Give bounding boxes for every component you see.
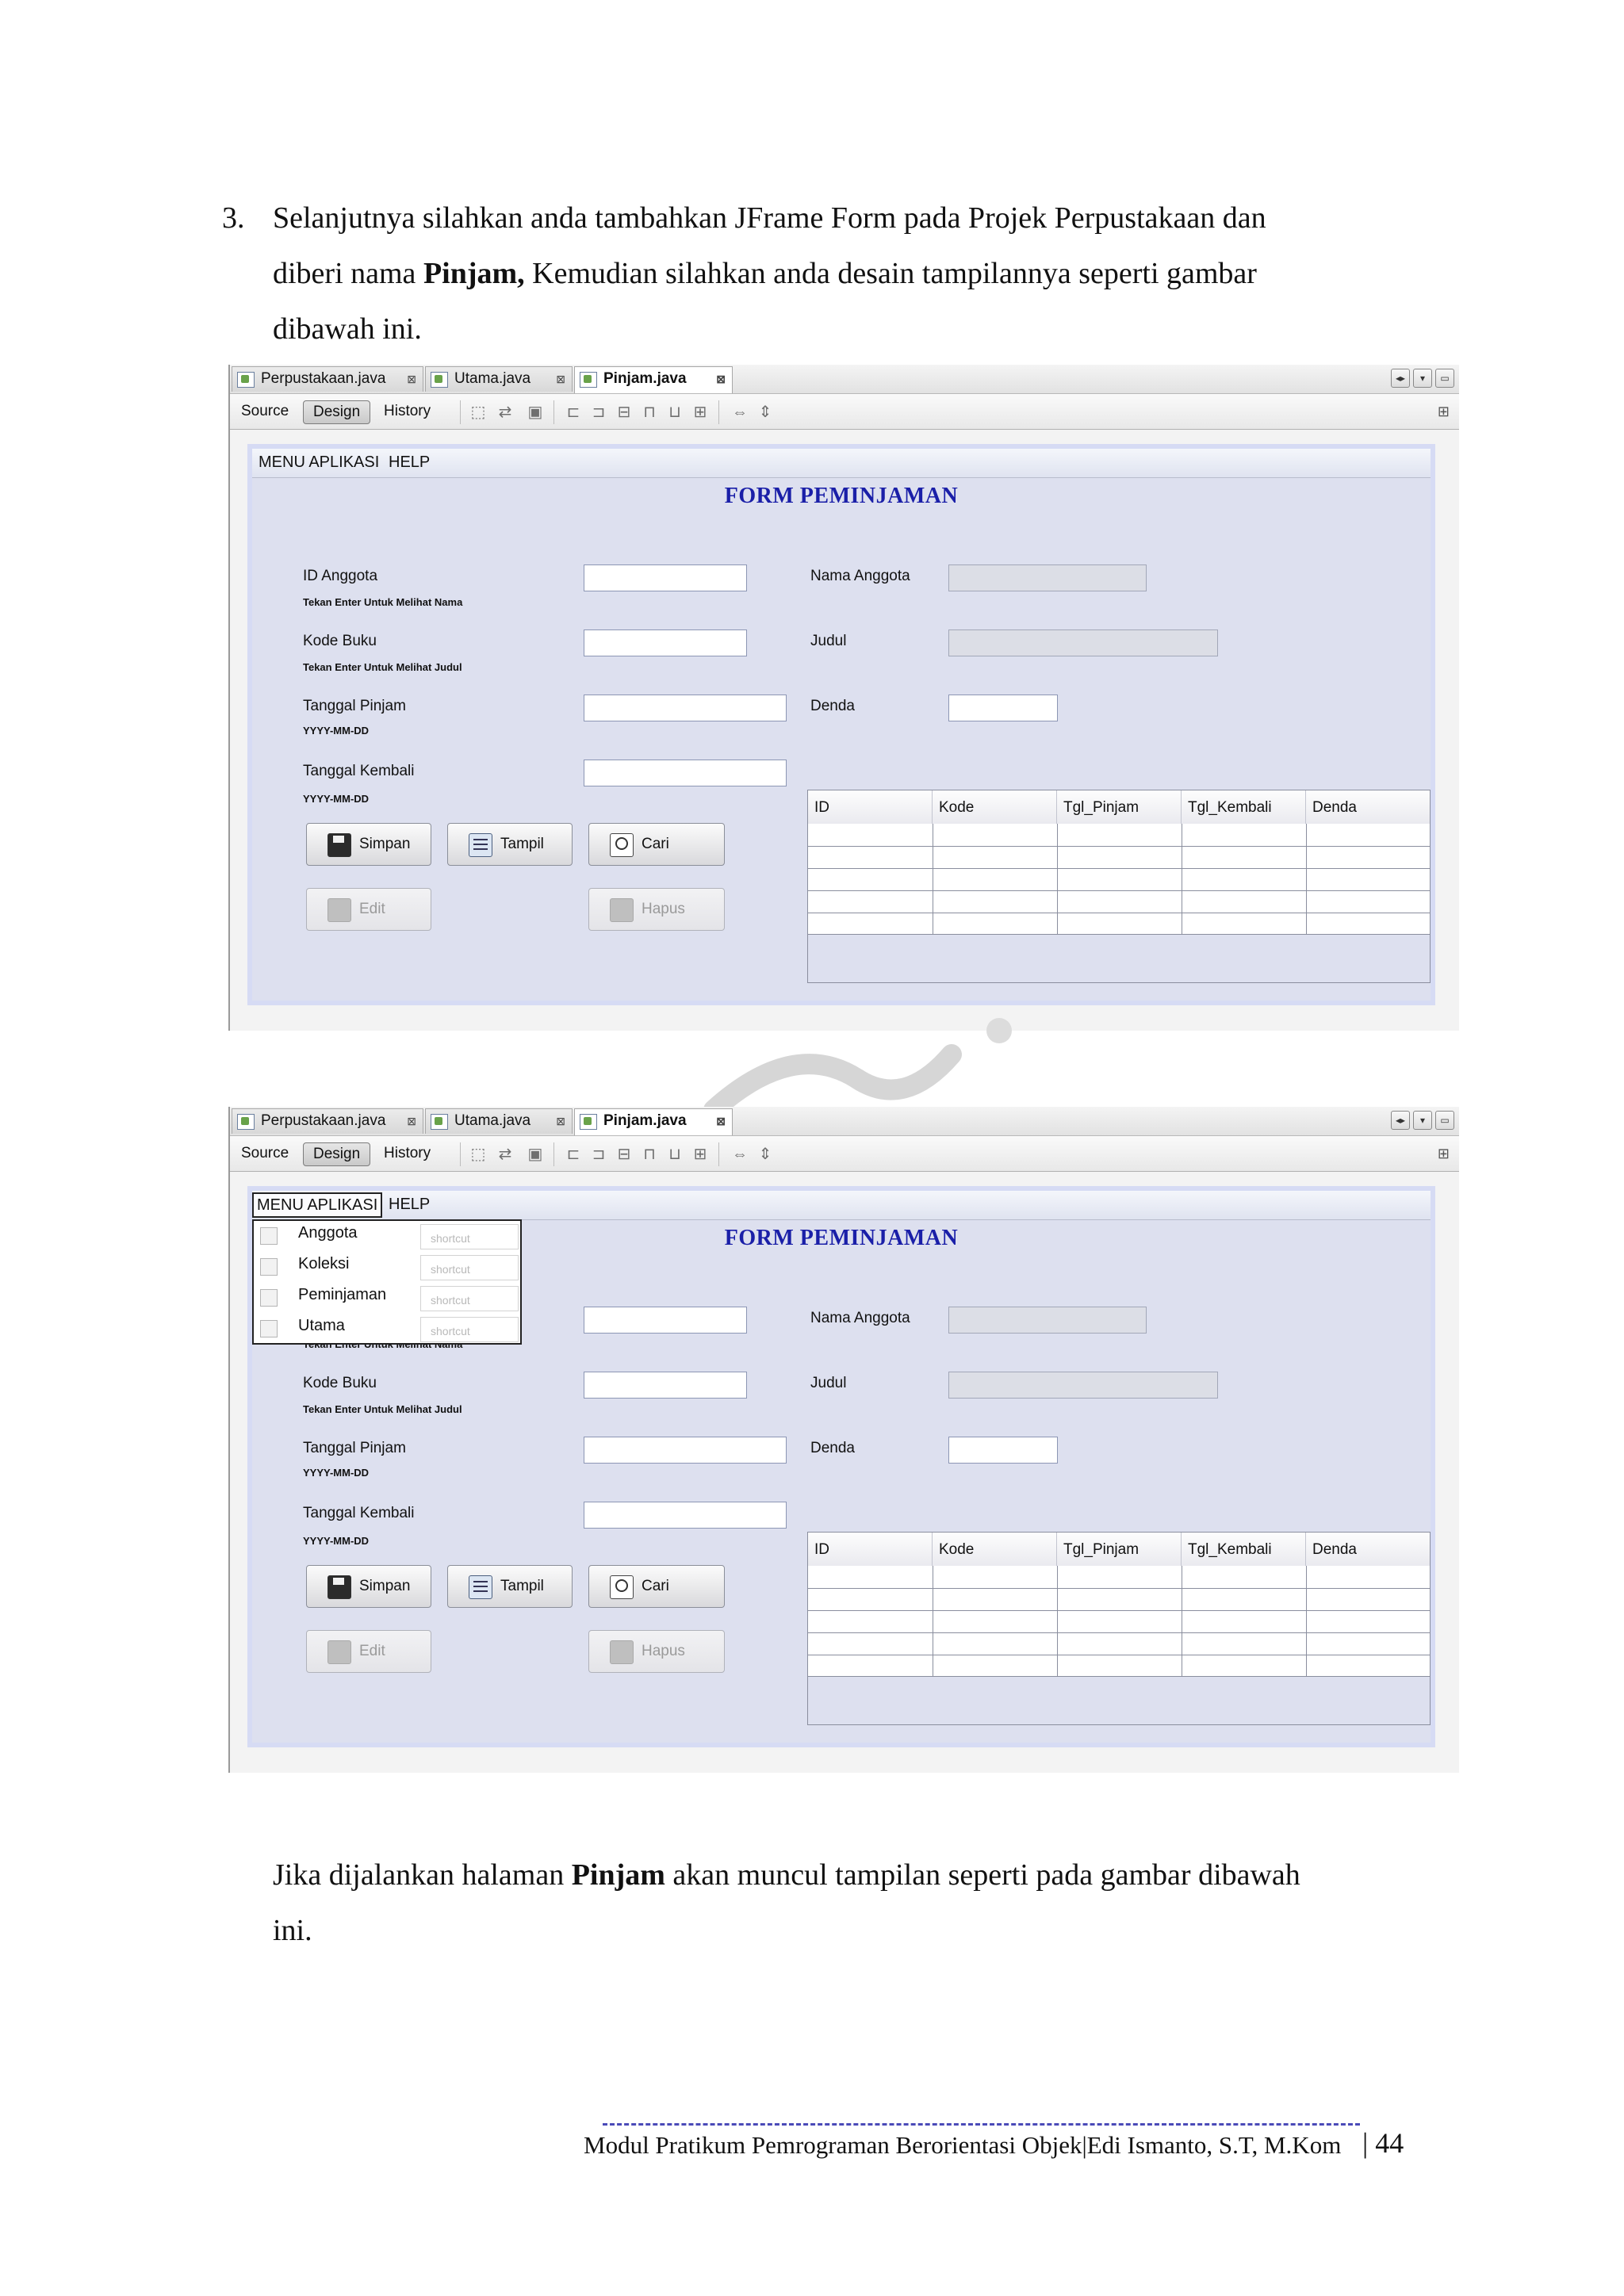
align-left-icon[interactable]: ⊏	[566, 404, 580, 421]
kode-buku-hint: Tekan Enter Untuk Melihat Judul	[303, 1403, 462, 1415]
connection-mode-icon[interactable]: ⇄	[498, 1146, 512, 1163]
page-number: | 44	[1362, 2127, 1404, 2159]
after-text-line2: ini.	[273, 1914, 312, 1947]
design-button[interactable]: Design	[303, 400, 370, 424]
grid-icon[interactable]: ⊞	[1437, 1146, 1450, 1161]
search-icon	[610, 1575, 634, 1599]
tanggal-kembali-label: Tanggal Kembali	[303, 1505, 415, 1521]
kode-buku-input[interactable]	[584, 1372, 747, 1399]
judul-label: Judul	[810, 633, 847, 649]
java-form-icon	[237, 1114, 255, 1130]
form-title: FORM PEMINJAMAN	[724, 484, 959, 508]
tab-utama[interactable]	[425, 1108, 573, 1134]
edit-label: Edit	[359, 901, 385, 917]
tanggal-kembali-format: YYYY-MM-DD	[303, 1535, 370, 1547]
edit-button[interactable]	[306, 888, 431, 931]
simpan-label: Simpan	[359, 836, 411, 852]
kode-buku-input[interactable]	[584, 629, 747, 656]
peminjaman-table[interactable]	[807, 790, 1431, 983]
toolbar-separator	[460, 1142, 461, 1166]
menu-aplikasi-dropdown	[252, 1219, 522, 1345]
kode-buku-hint: Tekan Enter Untuk Melihat Judul	[303, 661, 462, 673]
column-divider	[1306, 824, 1307, 935]
tab-list-dropdown-icon[interactable]: ▾	[1413, 369, 1432, 388]
tab-label: Perpustakaan.java	[261, 1112, 386, 1129]
center-horizontally-icon[interactable]: ⊟	[617, 1146, 631, 1163]
denda-label: Denda	[810, 698, 855, 714]
simpan-button[interactable]	[306, 1565, 431, 1608]
editor-tab-bar	[230, 1107, 1459, 1136]
align-top-icon[interactable]: ⊓	[643, 1146, 656, 1163]
center-vertically-icon[interactable]: ⊞	[693, 404, 707, 421]
toolbar-separator	[460, 400, 461, 424]
checkbox-icon	[260, 1320, 278, 1337]
after-text-bold: Pinjam	[571, 1858, 665, 1892]
hapus-label: Hapus	[642, 1643, 685, 1659]
form-title: FORM PEMINJAMAN	[724, 1226, 959, 1250]
tab-label: Pinjam.java	[603, 1112, 687, 1129]
tab-label: Utama.java	[454, 370, 531, 387]
close-icon[interactable]: ⊠	[407, 373, 416, 385]
tab-utama[interactable]	[425, 366, 573, 392]
row-divider	[808, 846, 1430, 847]
checkbox-icon	[260, 1289, 278, 1307]
close-icon[interactable]: ⊠	[407, 1115, 416, 1127]
scroll-tabs-left-right-icon[interactable]: ◂▸	[1391, 369, 1410, 388]
window-controls	[1388, 1111, 1454, 1130]
search-icon	[610, 833, 634, 857]
save-icon	[327, 833, 351, 857]
hapus-button[interactable]	[588, 1630, 725, 1673]
column-header-kode[interactable]: Kode	[933, 1533, 1057, 1566]
kode-buku-label: Kode Buku	[303, 1375, 377, 1391]
tab-list-dropdown-icon[interactable]: ▾	[1413, 1111, 1432, 1130]
menu-item-koleksi[interactable]	[254, 1252, 520, 1282]
tanggal-kembali-label: Tanggal Kembali	[303, 763, 415, 779]
column-header-tgl-kembali[interactable]: Tgl_Kembali	[1182, 790, 1306, 824]
toolbar-separator	[553, 1142, 554, 1166]
column-divider	[1057, 824, 1058, 935]
simpan-button[interactable]	[306, 823, 431, 866]
row-divider	[808, 868, 1430, 869]
tanggal-kembali-input[interactable]	[584, 1502, 787, 1529]
simpan-label: Simpan	[359, 1578, 411, 1594]
menu-item-label: Anggota	[298, 1224, 358, 1242]
preview-design-icon[interactable]: ▣	[527, 1146, 543, 1163]
shortcut-field[interactable]: shortcut	[420, 1286, 519, 1311]
table-rows	[808, 1566, 1430, 1677]
tanggal-kembali-format: YYYY-MM-DD	[303, 793, 370, 805]
column-header-id[interactable]: ID	[808, 1533, 933, 1566]
menu-item-peminjaman[interactable]	[254, 1283, 520, 1313]
menu-item-label: Koleksi	[298, 1255, 350, 1272]
tanggal-pinjam-label: Tanggal Pinjam	[303, 1440, 406, 1456]
column-header-tgl-pinjam[interactable]: Tgl_Pinjam	[1057, 790, 1182, 824]
tab-label: Utama.java	[454, 1112, 531, 1129]
peminjaman-table[interactable]	[807, 1532, 1431, 1725]
menu-bar	[252, 1191, 1431, 1220]
tab-pinjam[interactable]	[574, 366, 733, 393]
history-button[interactable]: History	[384, 403, 431, 419]
java-form-icon	[431, 1114, 448, 1130]
checkbox-icon	[260, 1227, 278, 1245]
nama-anggota-field[interactable]	[948, 564, 1147, 591]
tab-perpustakaan[interactable]	[232, 366, 423, 392]
cari-label: Cari	[642, 836, 669, 852]
tampil-label: Tampil	[500, 1578, 544, 1594]
maximize-icon[interactable]: ▭	[1435, 369, 1454, 388]
shortcut-field[interactable]: shortcut	[420, 1224, 519, 1249]
step-number: 3.	[222, 201, 245, 235]
toolbar-separator	[718, 1142, 719, 1166]
id-anggota-label: ID Anggota	[303, 568, 378, 584]
column-header-tgl-pinjam[interactable]: Tgl_Pinjam	[1057, 1533, 1182, 1566]
step-text-line2-post: Kemudian silahkan anda desain tampilannya seperti gambar	[532, 257, 1257, 290]
java-form-icon	[580, 372, 597, 388]
toolbar-separator	[718, 400, 719, 424]
tanggal-pinjam-input[interactable]	[584, 1437, 787, 1464]
tampil-button[interactable]	[447, 1565, 573, 1608]
delete-icon	[610, 1640, 634, 1664]
row-divider	[808, 890, 1430, 891]
after-text-pre: Jika dijalankan halaman	[273, 1858, 565, 1892]
denda-field[interactable]	[948, 695, 1058, 721]
kode-buku-label: Kode Buku	[303, 633, 377, 649]
align-left-icon[interactable]: ⊏	[566, 1146, 580, 1163]
ide-screenshot-menu-open	[228, 1107, 1459, 1773]
id-anggota-input[interactable]	[584, 564, 747, 591]
footer-text: Modul Pratikum Pemrograman Berorientasi Objek|Edi Ismanto, S.T, M.Kom	[584, 2131, 1342, 2159]
table-rows	[808, 824, 1430, 935]
column-header-tgl-kembali[interactable]: Tgl_Kembali	[1182, 1533, 1306, 1566]
close-icon[interactable]: ⊠	[556, 1115, 565, 1127]
window-controls	[1388, 369, 1454, 388]
resize-vertical-icon[interactable]: ⇕	[758, 1146, 772, 1163]
close-icon[interactable]: ⊠	[716, 373, 726, 385]
step-text-line2-pre: diberi nama	[273, 257, 416, 290]
tanggal-pinjam-format: YYYY-MM-DD	[303, 725, 370, 737]
save-icon	[327, 1575, 351, 1599]
nama-anggota-field[interactable]	[948, 1307, 1147, 1334]
align-top-icon[interactable]: ⊓	[643, 404, 656, 421]
editor-toolbar	[230, 1136, 1459, 1172]
align-bottom-icon[interactable]: ⊔	[668, 1146, 681, 1163]
list-icon	[469, 833, 492, 857]
toolbar-separator	[553, 400, 554, 424]
center-horizontally-icon[interactable]: ⊟	[617, 404, 631, 421]
id-anggota-hint: Tekan Enter Untuk Melihat Nama	[303, 596, 463, 608]
menu-bar	[252, 449, 1431, 478]
resize-horizontal-icon[interactable]: ⇔	[732, 404, 748, 421]
denda-label: Denda	[810, 1440, 855, 1456]
after-text-line1	[273, 1847, 1392, 1903]
step-text-line2	[273, 246, 1392, 301]
tanggal-pinjam-label: Tanggal Pinjam	[303, 698, 406, 714]
ide-screenshot-design	[228, 365, 1459, 1031]
editor-toolbar	[230, 394, 1459, 430]
column-header-denda[interactable]: Denda	[1312, 1541, 1357, 1558]
judul-label: Judul	[810, 1375, 847, 1391]
connection-mode-icon[interactable]: ⇄	[498, 404, 512, 421]
cari-button[interactable]	[588, 1565, 725, 1608]
close-icon[interactable]: ⊠	[716, 1115, 726, 1127]
step-text-line3: dibawah ini.	[273, 312, 422, 346]
edit-icon	[327, 1640, 351, 1664]
menu-item-anggota[interactable]	[254, 1221, 520, 1251]
column-divider	[1306, 1566, 1307, 1677]
row-divider	[808, 1676, 1430, 1677]
column-header-denda[interactable]: Denda	[1312, 799, 1357, 816]
after-text-post: akan muncul tampilan seperti pada gambar dibawah	[672, 1858, 1300, 1892]
jframe-form-pinjam	[247, 444, 1435, 1005]
tanggal-kembali-input[interactable]	[584, 760, 787, 786]
judul-field[interactable]	[948, 1372, 1218, 1399]
tampil-button[interactable]	[447, 823, 573, 866]
tab-pinjam[interactable]	[574, 1108, 733, 1135]
menu-help[interactable]: HELP	[389, 453, 431, 471]
editor-tab-bar	[230, 365, 1459, 394]
step-text-bold: Pinjam,	[423, 257, 525, 290]
shortcut-field[interactable]: shortcut	[420, 1255, 519, 1280]
align-right-icon[interactable]: ⊐	[592, 1146, 606, 1163]
column-header-id[interactable]: ID	[808, 790, 933, 824]
checkbox-icon	[260, 1258, 278, 1276]
java-form-icon	[431, 372, 448, 388]
close-icon[interactable]: ⊠	[556, 373, 565, 385]
tampil-label: Tampil	[500, 836, 544, 852]
tab-label: Pinjam.java	[603, 370, 687, 387]
tab-perpustakaan[interactable]	[232, 1108, 423, 1134]
source-button[interactable]: Source	[241, 1145, 289, 1161]
row-divider	[808, 1632, 1430, 1633]
java-form-icon	[580, 1114, 597, 1130]
table-header	[808, 790, 1430, 825]
hapus-button[interactable]	[588, 888, 725, 931]
edit-icon	[327, 898, 351, 922]
java-form-icon	[237, 372, 255, 388]
preview-design-icon[interactable]: ▣	[527, 404, 543, 421]
column-divider	[1057, 1566, 1058, 1677]
nama-anggota-label: Nama Anggota	[810, 568, 910, 584]
menu-item-label: Utama	[298, 1317, 345, 1334]
selection-mode-icon[interactable]: ⬚	[470, 1146, 486, 1163]
delete-icon	[610, 898, 634, 922]
history-button[interactable]: History	[384, 1145, 431, 1161]
denda-field[interactable]	[948, 1437, 1058, 1464]
design-button[interactable]: Design	[303, 1142, 370, 1166]
tab-label: Perpustakaan.java	[261, 370, 386, 387]
edit-button[interactable]	[306, 1630, 431, 1673]
jframe-form-pinjam	[247, 1186, 1435, 1747]
hapus-label: Hapus	[642, 901, 685, 917]
column-header-kode[interactable]: Kode	[933, 790, 1057, 824]
menu-item-label: Peminjaman	[298, 1286, 387, 1303]
maximize-icon[interactable]: ▭	[1435, 1111, 1454, 1130]
menu-aplikasi[interactable]: MENU APLIKASI	[259, 453, 380, 471]
cari-button[interactable]	[588, 823, 725, 866]
selection-mode-icon[interactable]: ⬚	[470, 404, 486, 421]
footer-divider	[603, 2123, 1360, 2126]
row-divider	[808, 1610, 1430, 1611]
list-icon	[469, 1575, 492, 1599]
center-vertically-icon[interactable]: ⊞	[693, 1146, 707, 1163]
nama-anggota-label: Nama Anggota	[810, 1310, 910, 1326]
table-header	[808, 1533, 1430, 1567]
resize-horizontal-icon[interactable]: ⇔	[732, 1146, 748, 1163]
align-right-icon[interactable]: ⊐	[592, 404, 606, 421]
source-button[interactable]: Source	[241, 403, 289, 419]
row-divider	[808, 934, 1430, 935]
step-text-line1: Selanjutnya silahkan anda tambahkan JFrame Form pada Projek Perpustakaan dan	[273, 201, 1266, 235]
resize-vertical-icon[interactable]: ⇕	[758, 404, 772, 421]
shortcut-field[interactable]: shortcut	[420, 1317, 519, 1342]
align-bottom-icon[interactable]: ⊔	[668, 404, 681, 421]
row-divider	[808, 1588, 1430, 1589]
menu-help[interactable]: HELP	[389, 1196, 431, 1213]
tanggal-pinjam-input[interactable]	[584, 695, 787, 721]
cari-label: Cari	[642, 1578, 669, 1594]
edit-label: Edit	[359, 1643, 385, 1659]
tanggal-pinjam-format: YYYY-MM-DD	[303, 1467, 370, 1479]
menu-aplikasi[interactable]: MENU APLIKASI	[252, 1192, 382, 1218]
menu-item-utama[interactable]	[254, 1314, 520, 1344]
grid-icon[interactable]: ⊞	[1437, 404, 1450, 419]
scroll-tabs-left-right-icon[interactable]: ◂▸	[1391, 1111, 1410, 1130]
page-number-value: 44	[1375, 2127, 1404, 2159]
judul-field[interactable]	[948, 629, 1218, 656]
id-anggota-input[interactable]	[584, 1307, 747, 1334]
